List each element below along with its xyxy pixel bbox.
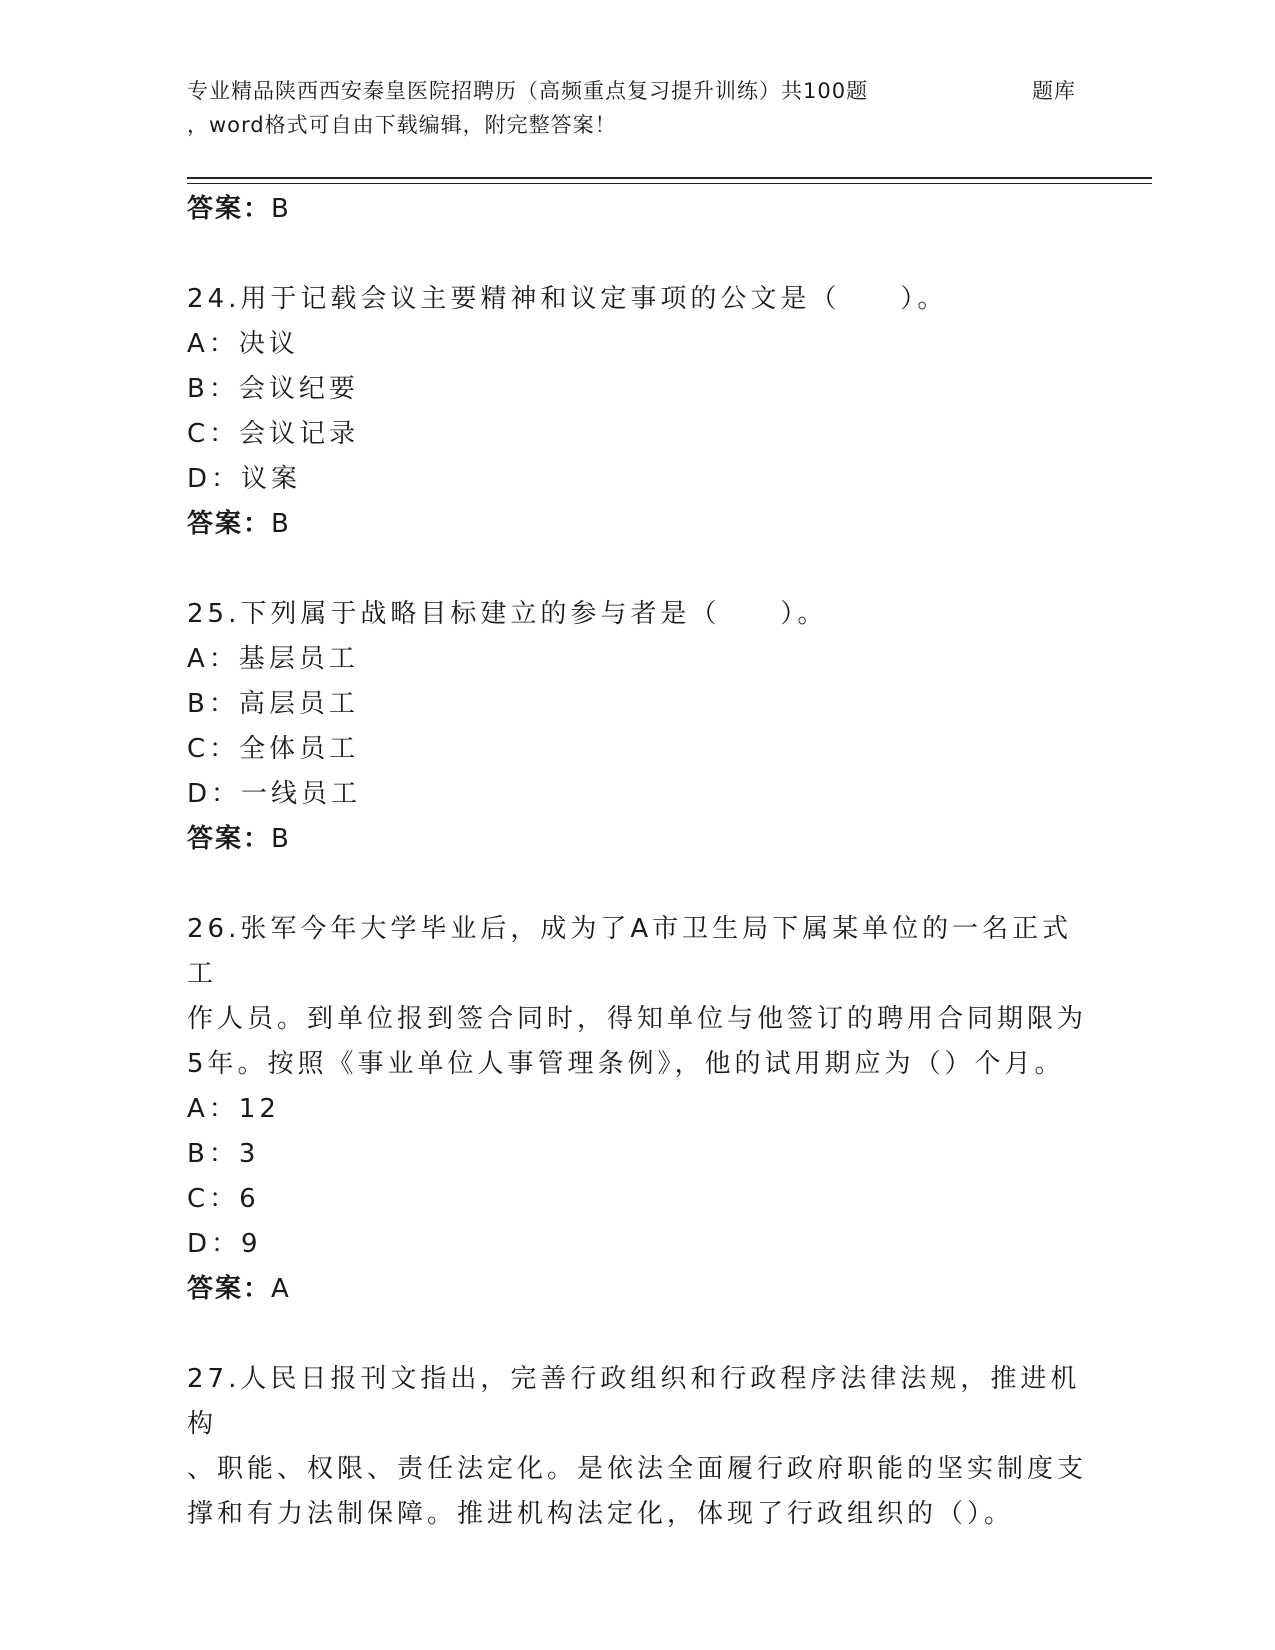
- answer-value: B: [271, 194, 289, 224]
- answer-label: 答案：: [187, 194, 272, 224]
- document-body: [187, 187, 1087, 1537]
- answer-line: [187, 1267, 1087, 1312]
- option-d: D：一线员工: [187, 779, 362, 809]
- question-text-line-2: 作人员。到单位报到签合同时，得知单位与他签订的聘用合同期限为: [187, 1004, 1088, 1034]
- question-24: [187, 277, 1087, 547]
- page-header: [187, 74, 1087, 142]
- option-c: C：会议记录: [187, 419, 360, 449]
- header-title: 专业精品陕西西安秦皇医院招聘历（高频重点复习提升训练）共100题: [187, 79, 869, 103]
- question-26: [187, 907, 1087, 1312]
- option-a: A：12: [187, 1094, 280, 1124]
- answer-line: [187, 502, 1087, 547]
- option-b: B：高层员工: [187, 689, 359, 719]
- answer-label: 答案：: [187, 1274, 272, 1304]
- answer-label: 答案：: [187, 509, 272, 539]
- question-text-line-2: 、职能、权限、责任法定化。是依法全面履行政府职能的坚实制度支: [187, 1454, 1088, 1484]
- question-text: 25.下列属于战略目标建立的参与者是（ ）。: [187, 599, 828, 629]
- answer-value: B: [271, 824, 289, 854]
- answer-line-prev: [187, 187, 1087, 232]
- option-d: D：议案: [187, 464, 302, 494]
- question-text-line-3: 撑和有力法制保障。推进机构法定化，体现了行政组织的（）。: [187, 1499, 1015, 1529]
- question-text-line-3: 5年。按照《事业单位人事管理条例》，他的试用期应为（）个月。: [187, 1049, 1065, 1079]
- option-c: C：6: [187, 1184, 260, 1214]
- option-a: A：决议: [187, 329, 299, 359]
- header-subtitle: ，word格式可自由下载编辑，附完整答案！: [187, 113, 617, 137]
- option-b: B：3: [187, 1139, 260, 1169]
- option-b: B：会议纪要: [187, 374, 359, 404]
- answer-label: 答案：: [187, 824, 272, 854]
- header-line-1: [187, 74, 1087, 108]
- answer-value: B: [271, 509, 289, 539]
- question-27: [187, 1357, 1087, 1537]
- option-d: D：9: [187, 1229, 262, 1259]
- header-rule-thick: [187, 177, 1152, 179]
- answer-line: [187, 817, 1087, 862]
- question-text-line-1: 27.人民日报刊文指出，完善行政组织和行政程序法律法规，推进机构: [187, 1364, 1081, 1439]
- header-right-label: 题库: [1032, 79, 1076, 103]
- question-text: 24.用于记载会议主要精神和议定事项的公文是（ ）。: [187, 284, 948, 314]
- header-rule-thin: [187, 183, 1152, 184]
- question-text-line-1: 26.张军今年大学毕业后，成为了A市卫生局下属某单位的一名正式工: [187, 914, 1073, 989]
- option-a: A：基层员工: [187, 644, 359, 674]
- answer-value: A: [271, 1274, 289, 1304]
- question-25: [187, 592, 1087, 862]
- option-c: C：全体员工: [187, 734, 360, 764]
